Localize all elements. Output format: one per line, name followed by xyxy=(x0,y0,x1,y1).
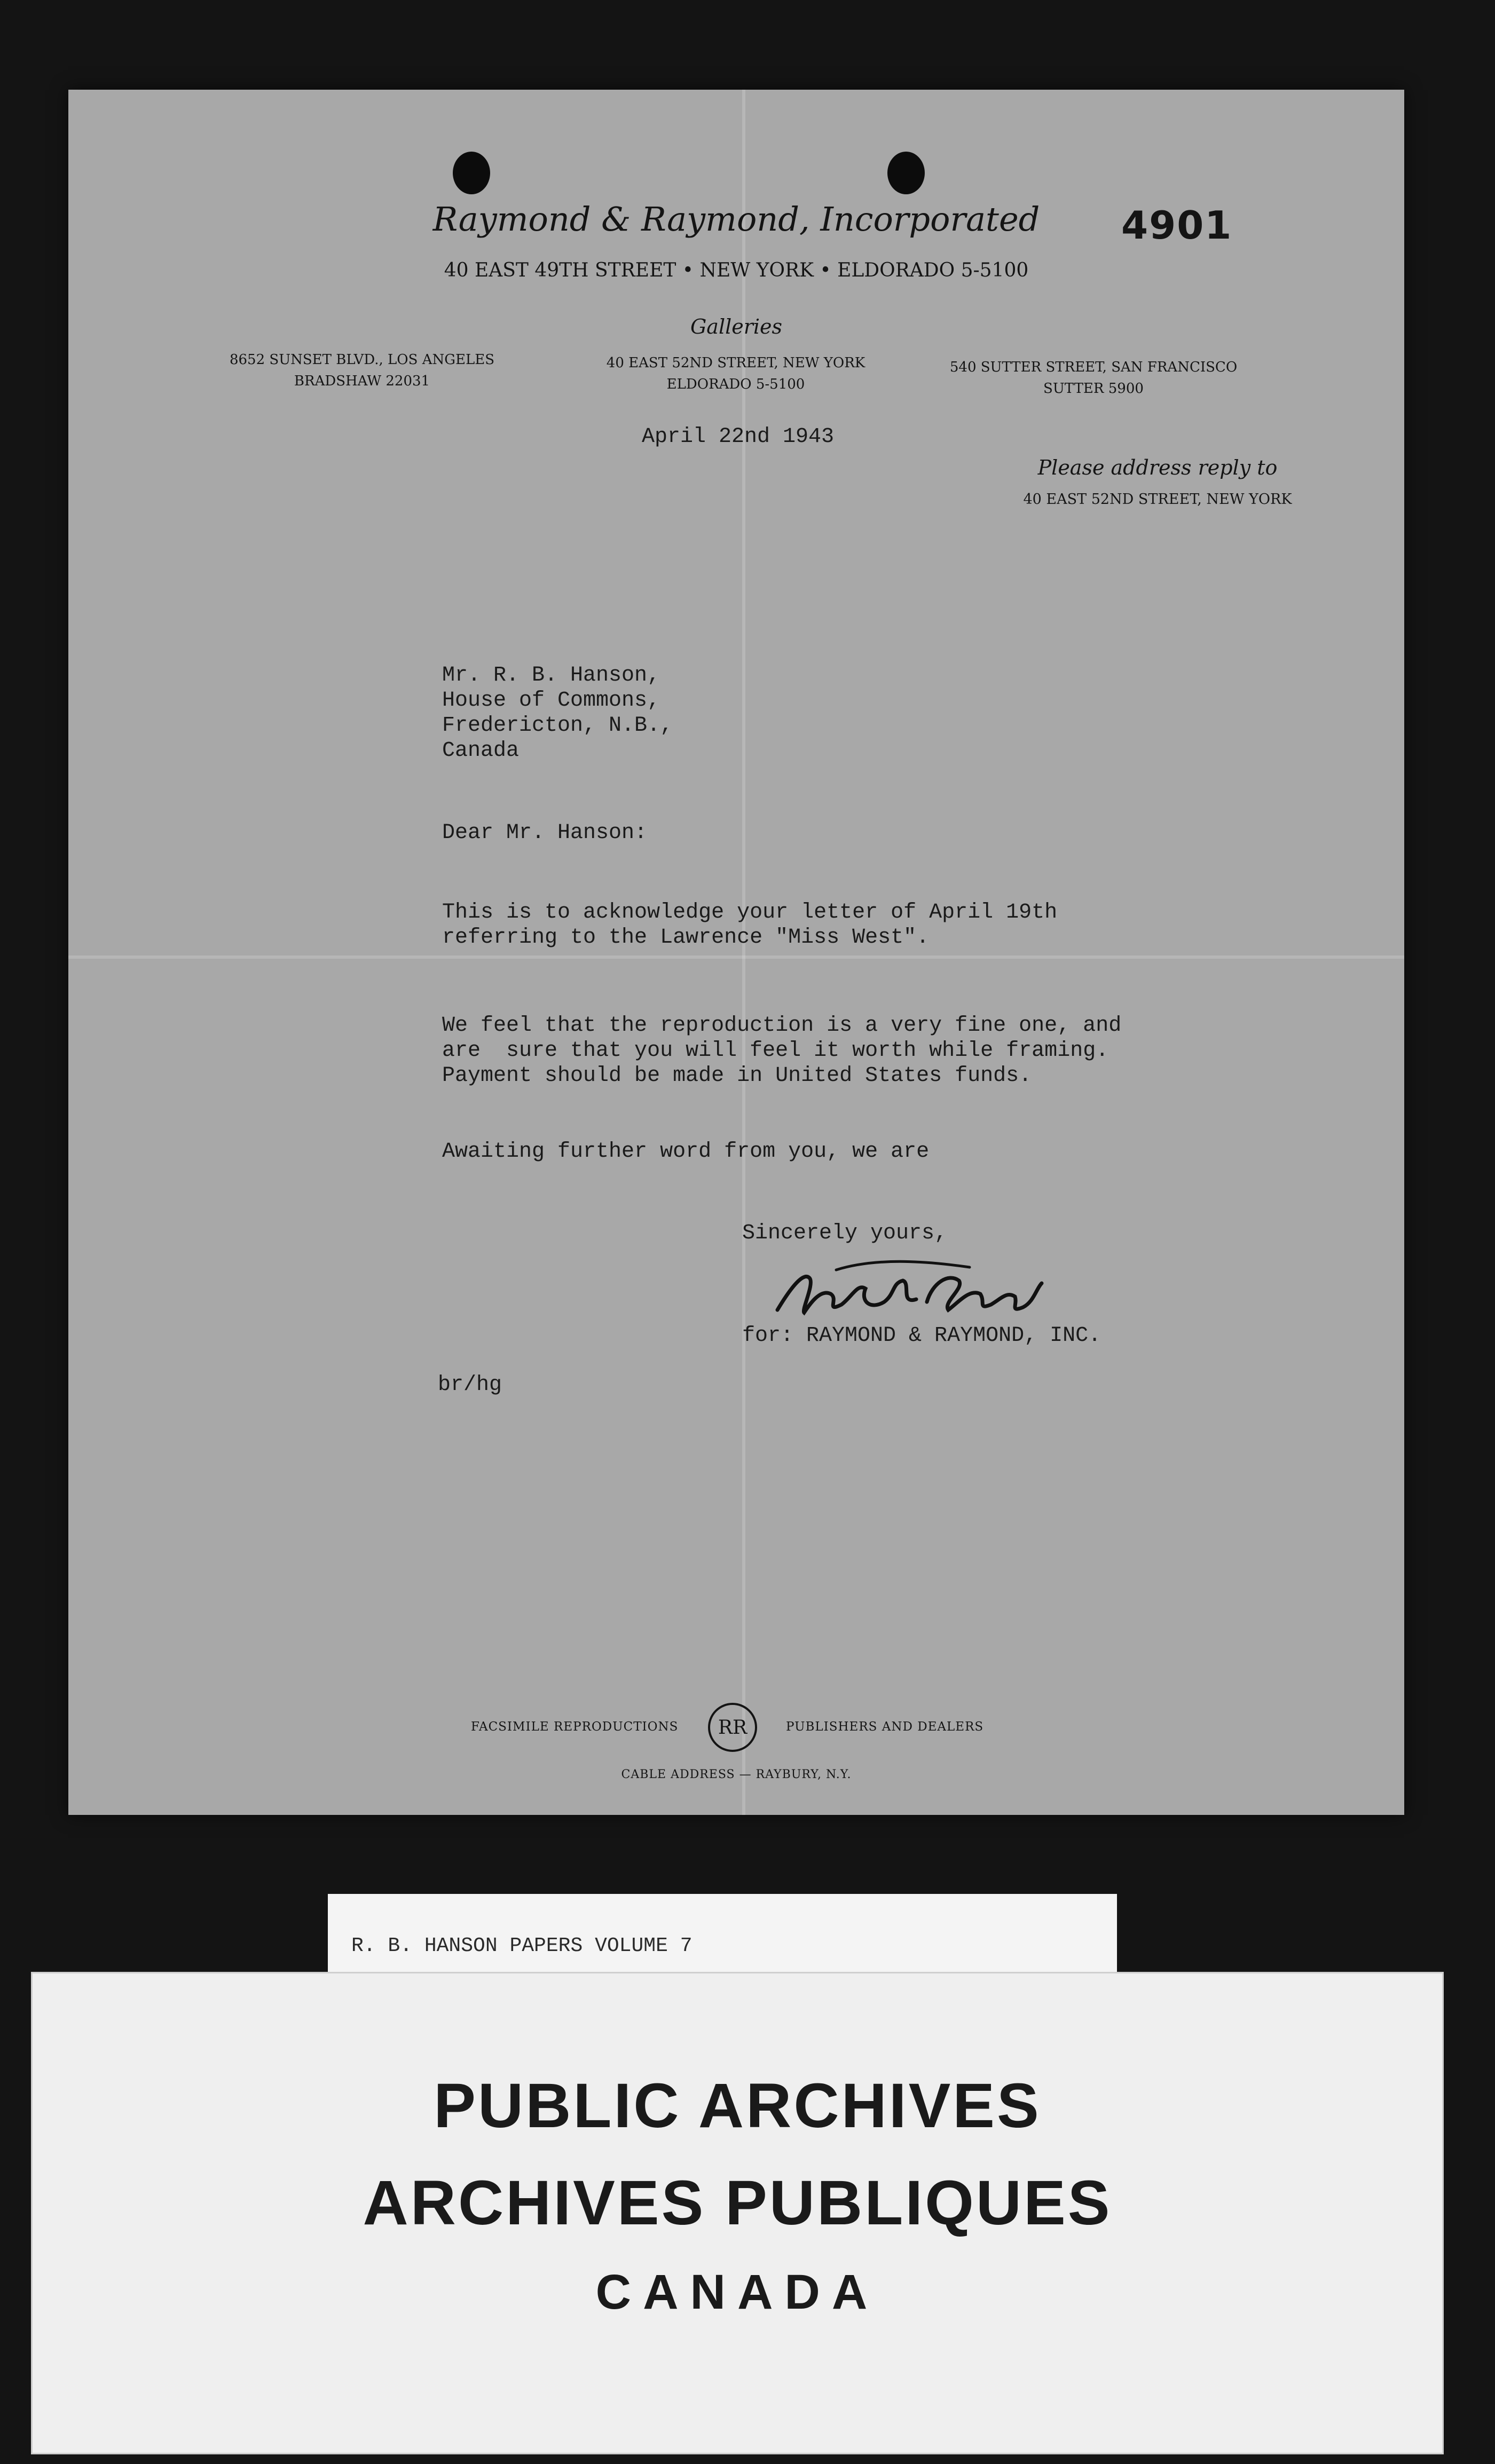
branch-new-york xyxy=(597,352,875,395)
punch-hole-right xyxy=(887,152,925,194)
company-name: Raymond & Raymond, Incorporated xyxy=(432,200,1040,239)
salutation: Dear Mr. Hanson: xyxy=(442,821,648,845)
cable-address: CABLE ADDRESS — RAYBURY, N.Y. xyxy=(621,1768,852,1781)
reply-address: 40 EAST 52ND STREET, NEW YORK xyxy=(1023,491,1292,508)
footer-left-text: FACSIMILE REPRODUCTIONS xyxy=(471,1720,679,1734)
footer-right-text: PUBLISHERS AND DEALERS xyxy=(786,1720,984,1734)
stamp-line-english: PUBLIC ARCHIVES xyxy=(434,2071,1041,2141)
branch-line: 8652 SUNSET BLVD., LOS ANGELES xyxy=(229,352,495,368)
closing: Sincerely yours, xyxy=(742,1221,948,1245)
address-line: House of Commons, xyxy=(442,689,660,713)
address-line: Canada xyxy=(442,739,520,763)
vertical-fold-line xyxy=(742,90,745,1815)
signed-for: for: RAYMOND & RAYMOND, INC. xyxy=(742,1324,1101,1348)
stamp-line-country: CANADA xyxy=(595,2265,879,2319)
horizontal-fold-line xyxy=(68,955,1404,959)
reply-label: Please address reply to xyxy=(1037,456,1278,479)
paragraph-reproduction: We feel that the reproduction is a very fine one, and are sure that you will feel it worth while framing. Payment should be made in United States funds. xyxy=(442,1014,1122,1088)
handwritten-signature xyxy=(772,1251,1050,1331)
address-line: Mr. R. B. Hanson, xyxy=(442,664,660,688)
archives-stamp-card xyxy=(31,1972,1444,2454)
punch-hole-left xyxy=(453,152,490,194)
branch-line: 540 SUTTER STREET, SAN FRANCISCO xyxy=(949,359,1238,375)
address-line: Fredericton, N.B., xyxy=(442,714,673,738)
main-address: 40 EAST 49TH STREET • NEW YORK • ELDORADO 5-5100 xyxy=(444,259,1029,281)
recipient-address xyxy=(442,663,673,763)
letter-date: April 22nd 1943 xyxy=(642,425,835,449)
paragraph-awaiting: Awaiting further word from you, we are xyxy=(442,1140,930,1164)
branch-line: BRADSHAW 22031 xyxy=(294,373,430,389)
stamp-line-french: ARCHIVES PUBLIQUES xyxy=(363,2168,1112,2238)
letter-page xyxy=(68,90,1404,1815)
paragraph-acknowledge: This is to acknowledge your letter of April 19th referring to the Lawrence "Miss West". xyxy=(442,901,1058,950)
branch-line: ELDORADO 5-5100 xyxy=(666,376,805,392)
typist-initials: br/hg xyxy=(438,1373,502,1397)
monogram-text: RR xyxy=(718,1717,748,1739)
branch-san-francisco xyxy=(944,357,1243,399)
branch-line: SUTTER 5900 xyxy=(1043,381,1144,397)
rr-monogram-logo xyxy=(706,1701,759,1754)
archive-volume-label xyxy=(328,1894,1117,1974)
volume-label-text: R. B. HANSON PAPERS VOLUME 7 xyxy=(351,1934,693,1957)
branch-line: 40 EAST 52ND STREET, NEW YORK xyxy=(606,355,865,371)
galleries-heading: Galleries xyxy=(690,315,783,338)
branch-los-angeles xyxy=(223,349,501,392)
document-number: 4901 xyxy=(1121,203,1233,248)
